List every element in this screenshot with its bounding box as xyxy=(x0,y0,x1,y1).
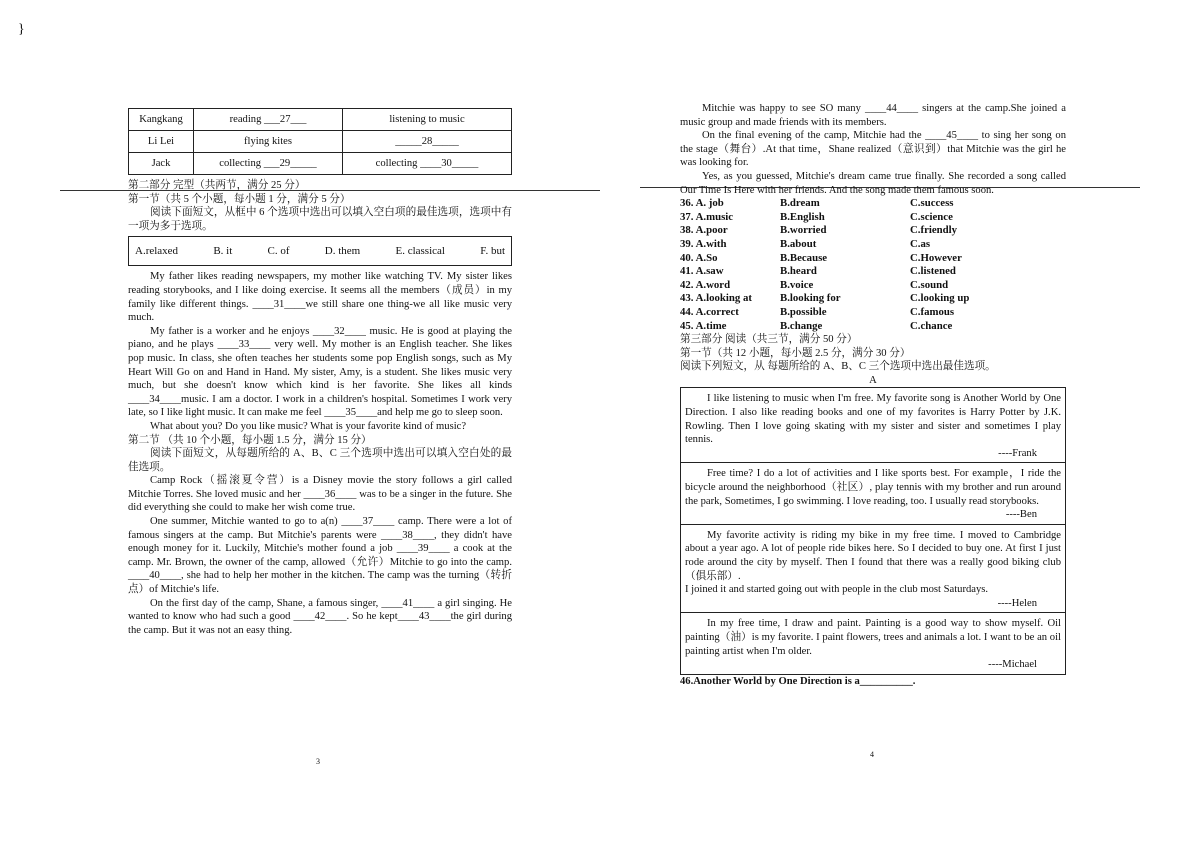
part2-sec2-instruction: 阅读下面短文，从每题所给的 A、B、C 三个选项中选出可以填入空白处的最佳选项。 xyxy=(128,448,512,473)
option-c: C.listened xyxy=(910,265,956,278)
option-b: B.worried xyxy=(780,224,827,237)
passage-paragraph: My father likes reading newspapers, my mother like watching TV. My sister likes reading storybooks, and I like doing exercise. It seems all the members（成员）in my family like different things. ____31____we still share one thing-we all like music very much. xyxy=(128,271,512,324)
table-row xyxy=(129,153,512,175)
entry-text: My favorite activity is riding my bike in my free time. I moved to Cambridge about a year ago. A lot of people ride bikes here. So I decided to buy one. At first I just rode around the city by myself. Then I found that there was a really good biking club（俱乐部）. I joined it and started going out with people in the club most Saturdays. xyxy=(685,529,1061,596)
option-b: B.change xyxy=(780,319,823,332)
option-a: 37. A.music xyxy=(680,210,734,223)
passage-paragraph: Yes, as you guessed, Mitchie's dream came true finally. She recorded a song called Our Time Is Here with her friends. And the song made them famous soon. xyxy=(680,170,1066,196)
part3-sec1-instruction: 阅读下列短文，从 每题所给的 A、B、C 三个选项中选出最佳选项。 xyxy=(680,361,996,373)
options-list xyxy=(680,197,1066,333)
bank-option: B. it xyxy=(213,244,233,257)
entry-text: I like listening to music when I'm free. My favorite song is Another World by One Direction. I also like reading books and one of my favorites is Harry Potter by J.K. Rowling. Then I love going skating with my sister and sister and sometimes I play tennis. xyxy=(685,393,1061,446)
option-b: B.looking for xyxy=(780,292,841,305)
left-page xyxy=(128,108,512,637)
option-c: C.science xyxy=(910,210,953,223)
option-c: C.chance xyxy=(910,319,953,332)
option-b: B.possible xyxy=(780,305,827,318)
part3-sec1-title: 第一节（共 12 小题，每小题 2.5 分，满分 30 分） xyxy=(680,347,911,359)
option-row xyxy=(680,252,1066,266)
option-b: B.English xyxy=(780,210,825,223)
passage-paragraph: On the final evening of the camp, Mitchie had the ____45____ to sing her song on the stage（舞台）.At that time，Shane realized（意识到）that Mitchie was the girl he was looking for. xyxy=(680,130,1066,169)
bank-option: D. them xyxy=(324,244,361,257)
table-cell: flying kites xyxy=(194,131,343,153)
option-c: C.friendly xyxy=(910,224,958,237)
option-row xyxy=(680,265,1066,279)
bank-option: C. of xyxy=(267,244,290,257)
table-cell: reading ___27___ xyxy=(194,109,343,131)
option-a: 44. A.correct xyxy=(680,305,739,318)
right-page xyxy=(680,102,1066,688)
option-c: C.famous xyxy=(910,305,955,318)
bank-option: E. classical xyxy=(395,244,445,257)
edge-mark: } xyxy=(18,22,25,37)
option-a: 41. A.saw xyxy=(680,265,724,278)
hobby-table xyxy=(128,108,512,175)
option-row xyxy=(680,320,1066,334)
word-bank xyxy=(128,236,512,266)
passage-paragraph: Camp Rock（摇滚夏令营）is a Disney movie the story follows a girl called Mitchie Torres. She loved music and her ____36____ was to be a singer in the future. She did everything she could to make her wish come true. xyxy=(128,475,512,514)
part2-sec1-instruction: 阅读下面短文，从框中 6 个选项中选出可以填入空白项的最佳选项，选项中有一项为多于选项。 xyxy=(128,207,512,232)
table-cell: Kangkang xyxy=(129,109,194,131)
option-a: 39. A.with xyxy=(680,237,727,250)
option-row xyxy=(680,292,1066,306)
option-a: 38. A.poor xyxy=(680,224,728,237)
passage-paragraph: One summer, Mitchie wanted to go to a(n) ____37____ camp. There were a lot of famous singers at the camp. But Mitchie's parents were ____38____, they didn't have enough money for it. Luckily, Mitchie's mother found a job ____39____ a cook at the camp. Mr. Brown, the owner of the camp, allowed（允许）Mitchie to go into the camp. ____40____, she had to help her mother in the kitchen. The camp was the turning（转折点）of Mitchie's life. xyxy=(128,516,512,596)
table-cell: Jack xyxy=(129,153,194,175)
entry-signature: ----Helen xyxy=(997,597,1037,609)
passage-paragraph: My father is a worker and he enjoys ____32____ music. He is good at playing the piano, and he plays ____33____ very well. My mother is an English teacher. She likes pop music. In class, she often teaches her students some pop English songs, such as My Heart Will Go on and Hand in Hand. My sister, Amy, is a student. She likes music very much, but she doesn't know which kind is her favorite. She likes all kinds ____34____music. I am a doctor. I work in a children's hospital. Sometimes I work very late, so I like light music. It can make me feel ____35____and help me go to sleep soon. xyxy=(128,325,512,419)
entry-signature: ----Frank xyxy=(998,447,1037,459)
passage-label: A xyxy=(869,374,877,386)
option-a: 42. A.word xyxy=(680,278,731,291)
bank-option: F. but xyxy=(480,244,505,257)
table-row xyxy=(129,131,512,153)
reading-entry xyxy=(681,388,1065,463)
entry-text: In my free time, I draw and paint. Painting is a good way to show myself. Oil painting（油）is my favorite. I paint flowers, trees and animals a lot. I want to be an oil painting artist when I'm older. xyxy=(685,618,1061,657)
passage-paragraph: On the first day of the camp, Shane, a famous singer, ____41____ a girl singing. He wanted to know who had such a good ____42____. So he kept____43____the girl during the camp. But it was not an easy thing. xyxy=(128,597,512,636)
part2-sec1-title: 第一节（共 5 个小题，每小题 1 分，满分 5 分） xyxy=(128,193,351,205)
option-row xyxy=(680,211,1066,225)
reading-entry xyxy=(681,463,1065,524)
option-c: C.as xyxy=(910,237,931,250)
reading-entry xyxy=(681,525,1065,614)
table-row xyxy=(129,109,512,131)
option-a: 43. A.looking at xyxy=(680,292,752,305)
table-cell: listening to music xyxy=(343,109,512,131)
option-b: B.heard xyxy=(780,265,817,278)
option-b: B.Because xyxy=(780,251,828,264)
option-b: B.about xyxy=(780,237,817,250)
option-b: B.voice xyxy=(780,278,814,291)
table-cell: collecting ____30_____ xyxy=(343,153,512,175)
question-46: 46.Another World by One Direction is a__________. xyxy=(680,675,916,687)
option-a: 36. A. job xyxy=(680,197,724,210)
option-a: 40. A.So xyxy=(680,251,718,264)
entry-text: Free time? I do a lot of activities and I like sports best. For example，I ride the bicycle around the neighborhood（社区）, play tennis with my brother and run around the park, Sometimes, I go swimming. I love reading, too. I usually read storybooks. xyxy=(685,468,1061,507)
part2-sec2-title: 第二节 （共 10 个小题，每小题 1.5 分，满分 15 分） xyxy=(128,434,372,446)
part3-title: 第三部分 阅读（共三节，满分 50 分） xyxy=(680,334,858,346)
option-c: C.sound xyxy=(910,278,949,291)
part2-title: 第二部分 完型（共两节，满分 25 分） xyxy=(128,180,306,191)
option-c: C.However xyxy=(910,251,962,264)
option-c: C.looking up xyxy=(910,292,970,305)
option-row xyxy=(680,279,1066,293)
bank-option: A.relaxed xyxy=(135,244,179,257)
reading-entry xyxy=(681,613,1065,673)
option-c: C.success xyxy=(910,197,954,210)
page-number-right: 4 xyxy=(870,750,874,759)
page-number-left: 3 xyxy=(316,757,320,766)
table-cell: _____28_____ xyxy=(343,131,512,153)
option-b: B.dream xyxy=(780,197,820,210)
option-a: 45. A.time xyxy=(680,319,727,332)
option-row xyxy=(680,306,1066,320)
option-row xyxy=(680,238,1066,252)
entry-signature: ----Ben xyxy=(1005,509,1037,521)
table-cell: Li Lei xyxy=(129,131,194,153)
entry-signature: ----Michael xyxy=(988,659,1037,671)
option-row xyxy=(680,197,1066,211)
reading-box xyxy=(680,387,1066,674)
table-cell: collecting ___29_____ xyxy=(194,153,343,175)
passage-paragraph: What about you? Do you like music? What is your favorite kind of music? xyxy=(150,420,467,432)
option-row xyxy=(680,224,1066,238)
passage-paragraph: Mitchie was happy to see SO many ____44____ singers at the camp.She joined a music group and made friends with its members. xyxy=(680,103,1066,128)
